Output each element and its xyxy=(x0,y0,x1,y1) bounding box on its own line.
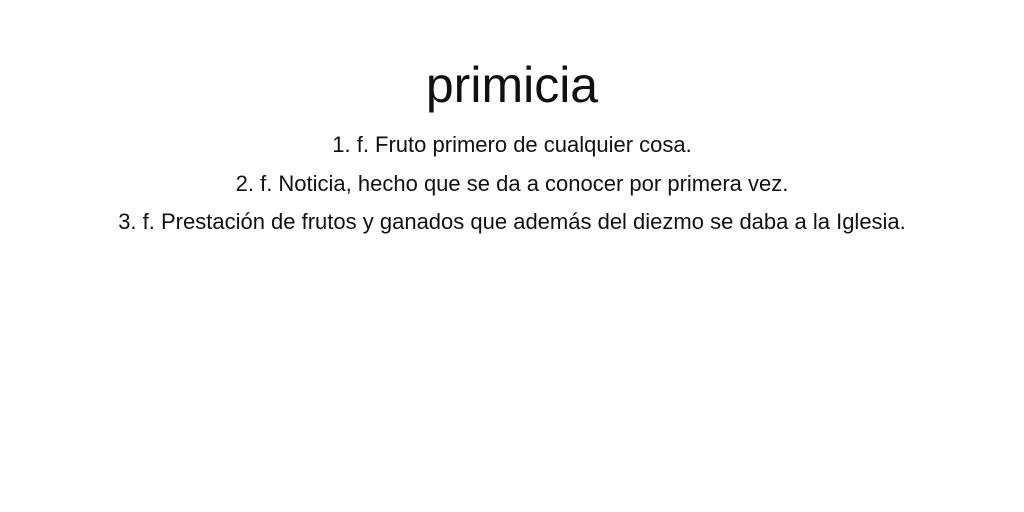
definition-3: 3. f. Prestación de frutos y ganados que además del diezmo se daba a la Iglesia. xyxy=(118,209,906,234)
headword: primicia xyxy=(425,57,599,113)
definition-1: 1. f. Fruto primero de cualquier cosa. xyxy=(332,132,692,157)
definition-list xyxy=(0,126,1024,242)
definition-2: 2. f. Noticia, hecho que se da a conocer por primera vez. xyxy=(235,170,789,196)
